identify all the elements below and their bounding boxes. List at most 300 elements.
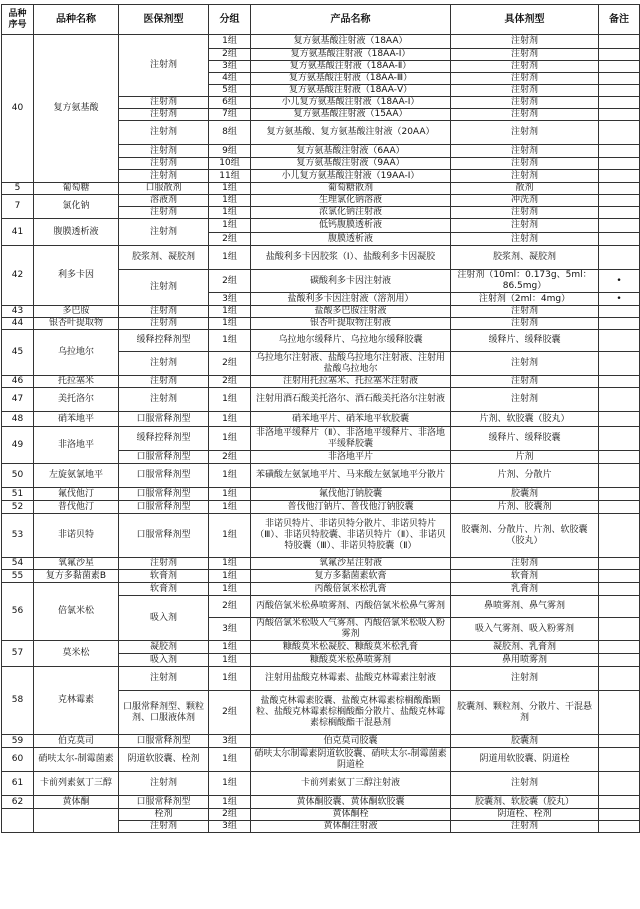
cell-note [599, 318, 640, 330]
cell-product-name: 注射用盐酸克林霉素、盐酸克林霉素注射液 [251, 667, 451, 691]
cell-seq: 54 [2, 558, 34, 570]
cell-drug-name: 卡前列素氨丁三醇 [34, 772, 119, 796]
cell-spec-form: 注射剂 [451, 233, 599, 246]
table-row [2, 388, 640, 412]
cell-note [599, 97, 640, 109]
cell-note [599, 170, 640, 183]
cell-spec-form: 注射剂 [451, 207, 599, 219]
table-row [2, 246, 640, 270]
cell-note [599, 352, 640, 376]
cell-dosage-class: 软膏剂 [119, 570, 209, 583]
cell-product-name: 盐酸利多卡因注射液（溶剂用） [251, 293, 451, 306]
cell-product-name: 糠酸莫米松鼻喷雾剂 [251, 654, 451, 667]
cell-group: 9组 [209, 145, 251, 158]
cell-note [599, 558, 640, 570]
cell-group: 1组 [209, 195, 251, 207]
cell-drug-name [34, 809, 119, 833]
cell-product-name: 小儿复方氨基酸注射液（19AA-Ⅰ） [251, 170, 451, 183]
table-row [2, 488, 640, 501]
cell-product-name: 复方氨基酸注射液（18AA-Ⅱ） [251, 61, 451, 73]
cell-seq: 56 [2, 583, 34, 641]
cell-dosage-class: 口服常释剂型 [119, 501, 209, 514]
cell-drug-name: 左旋氨氯地平 [34, 464, 119, 488]
cell-spec-form: 注射剂 [451, 145, 599, 158]
cell-spec-form: 软膏剂 [451, 570, 599, 583]
cell-product-name: 苯磺酸左氨氯地平片、马来酸左氨氯地平分散片 [251, 464, 451, 488]
cell-product-name: 盐酸多巴胺注射液 [251, 306, 451, 318]
table-row [2, 501, 640, 514]
cell-note [599, 427, 640, 451]
cell-group: 2组 [209, 376, 251, 388]
cell-spec-form: 乳膏剂 [451, 583, 599, 596]
cell-dosage-class: 缓释控释剂型 [119, 427, 209, 451]
cell-seq: 41 [2, 219, 34, 246]
cell-product-name: 碳酸利多卡因注射液 [251, 270, 451, 293]
cell-spec-form: 注射剂 [451, 558, 599, 570]
cell-dosage-class: 胶浆剂、凝胶剂 [119, 246, 209, 270]
cell-dosage-class: 凝胶剂 [119, 641, 209, 654]
cell-dosage-class: 吸入剂 [119, 654, 209, 667]
cell-product-name: 乌拉地尔缓释片、乌拉地尔缓释胶囊 [251, 330, 451, 352]
cell-seq: 53 [2, 514, 34, 558]
cell-group: 1组 [209, 748, 251, 772]
cell-drug-name: 葡萄糖 [34, 183, 119, 195]
cell-note [599, 514, 640, 558]
table-row [2, 412, 640, 427]
cell-drug-name: 硝苯地平 [34, 412, 119, 427]
cell-dosage-class: 注射剂 [119, 318, 209, 330]
cell-seq: 46 [2, 376, 34, 388]
cell-spec-form: 注射剂 [451, 61, 599, 73]
cell-note [599, 158, 640, 170]
cell-product-name: 浓氯化钠注射液 [251, 207, 451, 219]
cell-spec-form: 胶浆剂、凝胶剂 [451, 246, 599, 270]
cell-seq: 55 [2, 570, 34, 583]
cell-group: 1组 [209, 427, 251, 451]
cell-spec-form: 注射剂 [451, 121, 599, 145]
table-row [2, 570, 640, 583]
cell-group: 1组 [209, 501, 251, 514]
cell-product-name: 氧氟沙星注射液 [251, 558, 451, 570]
cell-product-name: 复方氨基酸注射液（6AA） [251, 145, 451, 158]
cell-product-name: 氟伐他汀钠胶囊 [251, 488, 451, 501]
cell-product-name: 注射用酒石酸美托洛尔、酒石酸美托洛尔注射液 [251, 388, 451, 412]
cell-seq: 58 [2, 667, 34, 735]
cell-drug-name: 利多卡因 [34, 246, 119, 306]
cell-group: 2组 [209, 352, 251, 376]
cell-dosage-class: 口服常释剂型 [119, 451, 209, 464]
cell-dosage-class: 软膏剂 [119, 583, 209, 596]
cell-note [599, 488, 640, 501]
drug-catalog-table [1, 4, 640, 833]
cell-spec-form: 注射剂 [451, 772, 599, 796]
cell-dosage-class: 注射剂 [119, 388, 209, 412]
cell-drug-name: 托拉塞米 [34, 376, 119, 388]
cell-note [599, 61, 640, 73]
cell-seq: 43 [2, 306, 34, 318]
cell-spec-form: 缓释片、缓释胶囊 [451, 427, 599, 451]
cell-group: 1组 [209, 654, 251, 667]
table-row [2, 796, 640, 809]
cell-note [599, 195, 640, 207]
cell-note [599, 641, 640, 654]
cell-product-name: 小儿复方氨基酸注射液（18AA-Ⅰ） [251, 97, 451, 109]
cell-group: 3组 [209, 293, 251, 306]
cell-seq [2, 809, 34, 833]
cell-spec-form: 阴道用软胶囊、阴道栓 [451, 748, 599, 772]
cell-drug-name: 美托洛尔 [34, 388, 119, 412]
cell-spec-form: 胶囊剂、颗粒剂、分散片、干混悬剂 [451, 691, 599, 735]
cell-spec-form: 冲洗剂 [451, 195, 599, 207]
cell-note [599, 73, 640, 85]
cell-product-name: 复方氨基酸注射液（15AA） [251, 109, 451, 121]
cell-drug-name: 黄体酮 [34, 796, 119, 809]
cell-product-name: 黄体酮胶囊、黄体酮软胶囊 [251, 796, 451, 809]
cell-spec-form: 注射剂 [451, 318, 599, 330]
cell-seq: 59 [2, 735, 34, 748]
cell-drug-name: 银杏叶提取物 [34, 318, 119, 330]
table-row [2, 641, 640, 654]
cell-product-name: 复方氨基酸、复方氨基酸注射液（20AA） [251, 121, 451, 145]
cell-note [599, 35, 640, 49]
table-row [2, 667, 640, 691]
cell-note [599, 570, 640, 583]
cell-note [599, 246, 640, 270]
cell-dosage-class: 注射剂 [119, 558, 209, 570]
cell-group: 1组 [209, 183, 251, 195]
cell-dosage-class: 注射剂 [119, 35, 209, 97]
header-name: 品种名称 [34, 5, 119, 35]
cell-seq: 57 [2, 641, 34, 667]
cell-note [599, 821, 640, 833]
cell-spec-form: 注射剂 [451, 35, 599, 49]
cell-group: 1组 [209, 412, 251, 427]
cell-note [599, 809, 640, 821]
cell-seq: 45 [2, 330, 34, 376]
cell-product-name: 伯克莫司胶囊 [251, 735, 451, 748]
cell-dosage-class: 注射剂 [119, 219, 209, 246]
cell-dosage-class: 栓剂 [119, 809, 209, 821]
table-row [2, 809, 640, 821]
table-row [2, 772, 640, 796]
cell-note [599, 85, 640, 97]
cell-product-name: 糠酸莫米松凝胶、糠酸莫米松乳膏 [251, 641, 451, 654]
cell-note [599, 654, 640, 667]
cell-product-name: 卡前列素氨丁三醇注射液 [251, 772, 451, 796]
cell-product-name: 非诺贝特片、非诺贝特分散片、非诺贝特片（Ⅲ）、非诺贝特胶囊、非诺贝特片（Ⅱ）、非诺贝特胶囊（Ⅲ）、非诺贝特胶囊（Ⅱ） [251, 514, 451, 558]
cell-product-name: 硝苯地平片、硝苯地平软胶囊 [251, 412, 451, 427]
cell-dosage-class: 注射剂 [119, 145, 209, 158]
cell-group: 1组 [209, 488, 251, 501]
cell-spec-form: 凝胶剂、乳膏剂 [451, 641, 599, 654]
cell-group: 1组 [209, 796, 251, 809]
cell-spec-form: 注射剂 [451, 821, 599, 833]
cell-note [599, 667, 640, 691]
cell-dosage-class: 口服常释剂型 [119, 514, 209, 558]
cell-spec-form: 胶囊剂 [451, 488, 599, 501]
cell-drug-name: 倍氯米松 [34, 583, 119, 641]
cell-drug-name: 氟伐他汀 [34, 488, 119, 501]
cell-spec-form: 片剂、软胶囊（胶丸） [451, 412, 599, 427]
cell-spec-form: 注射剂 [451, 158, 599, 170]
cell-group: 1组 [209, 35, 251, 49]
cell-dosage-class: 口服常释剂型 [119, 796, 209, 809]
cell-spec-form: 注射剂 [451, 85, 599, 97]
cell-note [599, 583, 640, 596]
cell-drug-name: 非洛地平 [34, 427, 119, 464]
cell-product-name: 丙酸倍氯米松鼻喷雾剂、丙酸倍氯米松鼻气雾剂 [251, 596, 451, 618]
cell-product-name: 黄体酮注射液 [251, 821, 451, 833]
cell-group: 1组 [209, 772, 251, 796]
cell-note [599, 233, 640, 246]
cell-group: 3组 [209, 618, 251, 641]
cell-note [599, 306, 640, 318]
cell-dosage-class: 注射剂 [119, 352, 209, 376]
cell-product-name: 低钙腹膜透析液 [251, 219, 451, 233]
table-row [2, 514, 640, 558]
table-row [2, 306, 640, 318]
cell-drug-name: 莫米松 [34, 641, 119, 667]
table-row [2, 195, 640, 207]
cell-group: 1组 [209, 318, 251, 330]
table-row [2, 583, 640, 596]
cell-dosage-class: 缓释控释剂型 [119, 330, 209, 352]
cell-note [599, 796, 640, 809]
cell-group: 1组 [209, 514, 251, 558]
cell-drug-name: 多巴胺 [34, 306, 119, 318]
cell-drug-name: 氯化钠 [34, 195, 119, 219]
cell-group: 7组 [209, 109, 251, 121]
table-row [2, 735, 640, 748]
cell-group: 6组 [209, 97, 251, 109]
cell-seq: 60 [2, 748, 34, 772]
table-row [2, 558, 640, 570]
cell-dosage-class: 注射剂 [119, 772, 209, 796]
cell-drug-name: 氧氟沙星 [34, 558, 119, 570]
cell-dosage-class: 口服常释剂型 [119, 488, 209, 501]
cell-spec-form: 注射剂（2ml：4mg） [451, 293, 599, 306]
cell-group: 2组 [209, 49, 251, 61]
cell-note [599, 691, 640, 735]
cell-product-name: 生理氯化钠溶液 [251, 195, 451, 207]
cell-spec-form: 注射剂 [451, 97, 599, 109]
cell-spec-form: 注射剂 [451, 219, 599, 233]
cell-spec-form: 注射剂 [451, 667, 599, 691]
cell-dosage-class: 注射剂 [119, 97, 209, 109]
cell-drug-name: 腹膜透析液 [34, 219, 119, 246]
cell-dosage-class: 注射剂 [119, 376, 209, 388]
cell-note [599, 145, 640, 158]
cell-note [599, 464, 640, 488]
table-row [2, 330, 640, 352]
cell-group: 1组 [209, 641, 251, 654]
cell-group: 1组 [209, 246, 251, 270]
cell-seq: 42 [2, 246, 34, 306]
cell-group: 8组 [209, 121, 251, 145]
cell-product-name: 复方氨基酸注射液（18AA-Ⅰ） [251, 49, 451, 61]
cell-note [599, 109, 640, 121]
cell-dosage-class: 注射剂 [119, 270, 209, 306]
cell-group: 1组 [209, 570, 251, 583]
cell-product-name: 复方氨基酸注射液（18AA-Ⅲ） [251, 73, 451, 85]
cell-seq: 61 [2, 772, 34, 796]
cell-dosage-class: 注射剂 [119, 158, 209, 170]
cell-seq: 52 [2, 501, 34, 514]
cell-dosage-class: 注射剂 [119, 170, 209, 183]
cell-note [599, 735, 640, 748]
cell-spec-form: 注射剂 [451, 388, 599, 412]
cell-note [599, 183, 640, 195]
cell-product-name: 复方氨基酸注射液（9AA） [251, 158, 451, 170]
cell-group: 1组 [209, 207, 251, 219]
cell-drug-name: 复方多黏菌素B [34, 570, 119, 583]
cell-drug-name: 伯克莫司 [34, 735, 119, 748]
header-seq: 品种 序号 [2, 5, 34, 35]
cell-group: 10组 [209, 158, 251, 170]
cell-seq: 50 [2, 464, 34, 488]
cell-note [599, 121, 640, 145]
cell-product-name: 复方氨基酸注射液（18AA） [251, 35, 451, 49]
cell-spec-form: 注射剂 [451, 306, 599, 318]
cell-group: 2组 [209, 451, 251, 464]
cell-product-name: 普伐他汀钠片、普伐他汀钠胶囊 [251, 501, 451, 514]
cell-seq: 62 [2, 796, 34, 809]
cell-spec-form: 片剂 [451, 451, 599, 464]
cell-group: 3组 [209, 735, 251, 748]
cell-seq: 49 [2, 427, 34, 464]
header-product: 产品名称 [251, 5, 451, 35]
cell-product-name: 乌拉地尔注射液、盐酸乌拉地尔注射液、注射用盐酸乌拉地尔 [251, 352, 451, 376]
cell-spec-form: 阴道栓、栓剂 [451, 809, 599, 821]
cell-note [599, 596, 640, 618]
cell-group: 11组 [209, 170, 251, 183]
cell-drug-name: 非诺贝特 [34, 514, 119, 558]
cell-dosage-class: 溶液剂 [119, 195, 209, 207]
cell-note [599, 49, 640, 61]
cell-group: 1组 [209, 558, 251, 570]
cell-spec-form: 片剂、分散片 [451, 464, 599, 488]
cell-dosage-class: 吸入剂 [119, 596, 209, 641]
cell-group: 2组 [209, 596, 251, 618]
cell-group: 2组 [209, 809, 251, 821]
cell-spec-form: 注射剂 [451, 109, 599, 121]
cell-spec-form: 注射剂 [451, 376, 599, 388]
cell-group: 5组 [209, 85, 251, 97]
cell-note [599, 388, 640, 412]
table-row [2, 464, 640, 488]
cell-dosage-class: 口服常释剂型 [119, 464, 209, 488]
table-row [2, 219, 640, 233]
cell-note [599, 207, 640, 219]
cell-group: 1组 [209, 464, 251, 488]
cell-product-name: 丙酸倍氯米松吸入气雾剂、丙酸倍氯米松吸入粉雾剂 [251, 618, 451, 641]
table-row [2, 427, 640, 451]
cell-spec-form: 散剂 [451, 183, 599, 195]
cell-product-name: 非洛地平片 [251, 451, 451, 464]
cell-spec-form: 注射剂 [451, 49, 599, 61]
table-row [2, 376, 640, 388]
cell-drug-name: 普伐他汀 [34, 501, 119, 514]
cell-product-name: 银杏叶提取物注射液 [251, 318, 451, 330]
cell-product-name: 复方氨基酸注射液（18AA-Ⅴ） [251, 85, 451, 97]
cell-note [599, 501, 640, 514]
table-header-row [2, 5, 640, 35]
table-row [2, 748, 640, 772]
header-spec-form: 具体剂型 [451, 5, 599, 35]
cell-note [599, 219, 640, 233]
header-note: 备注 [599, 5, 640, 35]
cell-spec-form: 缓释片、缓释胶囊 [451, 330, 599, 352]
cell-seq: 44 [2, 318, 34, 330]
cell-dosage-class: 注射剂 [119, 306, 209, 318]
cell-note [599, 451, 640, 464]
cell-spec-form: 注射剂（10ml：0.173g、5ml：86.5mg） [451, 270, 599, 293]
cell-group: 1组 [209, 388, 251, 412]
table-row [2, 183, 640, 195]
cell-group: 2组 [209, 691, 251, 735]
header-group: 分组 [209, 5, 251, 35]
cell-seq: 5 [2, 183, 34, 195]
cell-dosage-class: 阴道软胶囊、栓剂 [119, 748, 209, 772]
cell-spec-form: 注射剂 [451, 170, 599, 183]
cell-drug-name: 乌拉地尔 [34, 330, 119, 376]
table-row [2, 318, 640, 330]
cell-note [599, 376, 640, 388]
cell-dosage-class: 注射剂 [119, 109, 209, 121]
cell-drug-name: 硝呋太尔-制霉菌素 [34, 748, 119, 772]
cell-seq: 40 [2, 35, 34, 183]
cell-group: 1组 [209, 306, 251, 318]
cell-product-name: 葡萄糖散剂 [251, 183, 451, 195]
cell-group: 3组 [209, 61, 251, 73]
cell-product-name: 腹膜透析液 [251, 233, 451, 246]
table-row [2, 35, 640, 49]
cell-note [599, 772, 640, 796]
cell-note [599, 330, 640, 352]
cell-note: • [599, 270, 640, 293]
cell-seq: 47 [2, 388, 34, 412]
cell-drug-name: 克林霉素 [34, 667, 119, 735]
cell-note: • [599, 293, 640, 306]
cell-dosage-class: 口服常释剂型 [119, 412, 209, 427]
cell-note [599, 412, 640, 427]
cell-spec-form: 鼻用喷雾剂 [451, 654, 599, 667]
cell-group: 3组 [209, 821, 251, 833]
cell-group: 1组 [209, 583, 251, 596]
table-body [2, 35, 640, 833]
header-dosage-class: 医保剂型 [119, 5, 209, 35]
cell-dosage-class: 注射剂 [119, 207, 209, 219]
cell-product-name: 复方多黏菌素软膏 [251, 570, 451, 583]
cell-group: 2组 [209, 270, 251, 293]
cell-product-name: 硝呋太尔制霉素阴道软胶囊、硝呋太尔-制霉菌素阴道栓 [251, 748, 451, 772]
cell-product-name: 丙酸倍氯米松乳膏 [251, 583, 451, 596]
cell-spec-form: 注射剂 [451, 352, 599, 376]
cell-spec-form: 胶囊剂、分散片、片剂、软胶囊（胶丸） [451, 514, 599, 558]
cell-spec-form: 鼻喷雾剂、鼻气雾剂 [451, 596, 599, 618]
cell-dosage-class: 注射剂 [119, 667, 209, 691]
cell-dosage-class: 口服散剂 [119, 183, 209, 195]
cell-group: 2组 [209, 233, 251, 246]
cell-note [599, 748, 640, 772]
cell-spec-form: 胶囊剂 [451, 735, 599, 748]
cell-group: 4组 [209, 73, 251, 85]
cell-spec-form: 片剂、胶囊剂 [451, 501, 599, 514]
cell-seq: 7 [2, 195, 34, 219]
cell-group: 1组 [209, 219, 251, 233]
cell-dosage-class: 注射剂 [119, 121, 209, 145]
cell-product-name: 注射用托拉塞米、托拉塞米注射液 [251, 376, 451, 388]
